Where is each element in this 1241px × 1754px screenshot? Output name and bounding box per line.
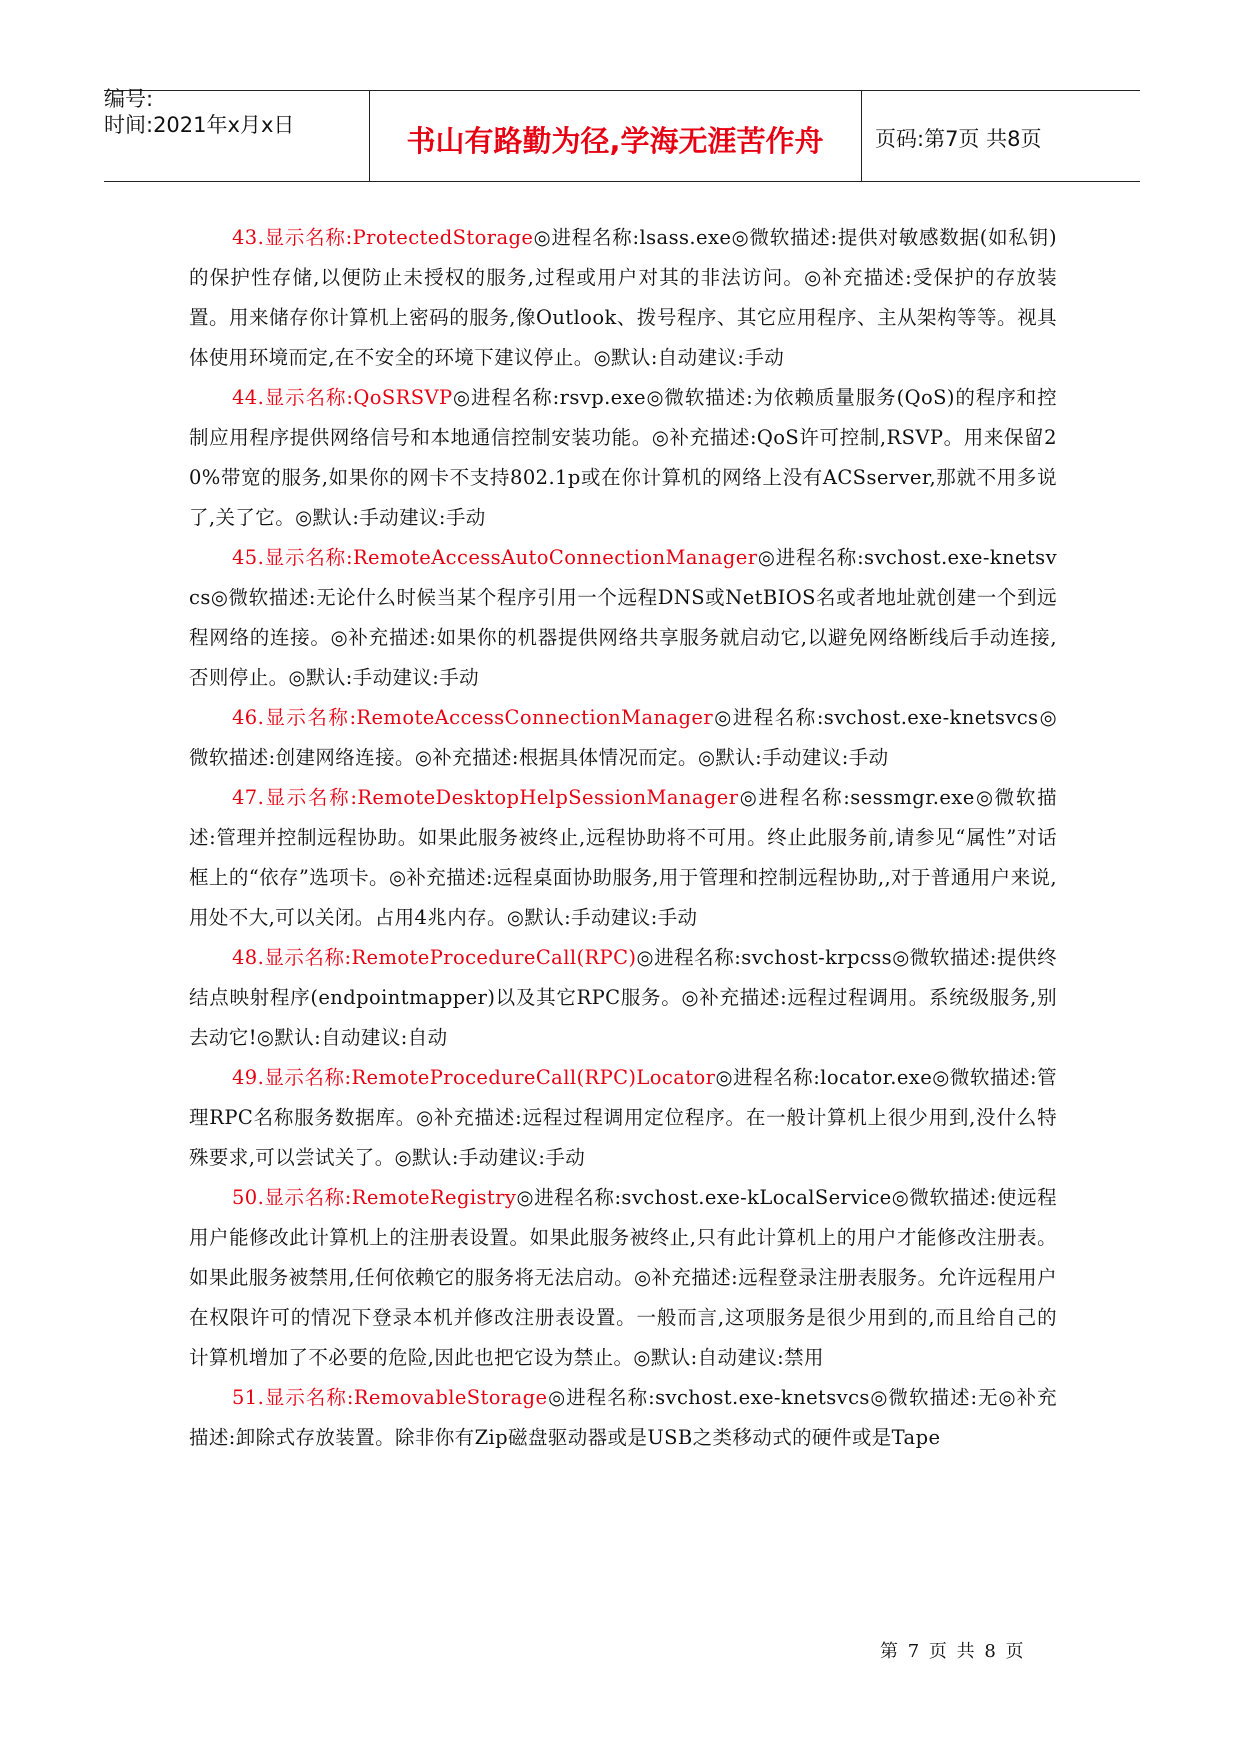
header-page-cell bbox=[861, 91, 1140, 181]
motto-text: 书山有路勤为径,学海无涯苦作舟 bbox=[406, 124, 824, 158]
page-code: 页码:第7页 共8页 bbox=[875, 127, 1042, 151]
service-entry-50 bbox=[189, 1178, 1057, 1378]
document-body bbox=[189, 218, 1057, 1458]
entry-text: ◎进程名称:rsvp.exe◎微软描述:为依赖质量服务(QoS)的程序和控制应用程序提供网络信号和本地通信控制安装功能。◎补充描述:QoS许可控制,RSVP。用来保留20%带宽的服务,如果你的网卡不支持802.1p或在你计算机的网络上没有ACSserver,那就不用多说了,关了它。◎默认:手动建议:手动 bbox=[189, 386, 1057, 529]
service-entry-44 bbox=[189, 378, 1057, 538]
service-entry-47 bbox=[189, 778, 1057, 938]
entry-heading: 43.显示名称:ProtectedStorage bbox=[232, 226, 534, 249]
entry-text: ◎进程名称:svchost-krpcss◎微软描述:提供终结点映射程序(endpointmapper)以及其它RPC服务。◎补充描述:远程过程调用。系统级服务,别去动它!◎默认:自动建议:自动 bbox=[189, 946, 1057, 1049]
time-label: 时间:2021年x月x日 bbox=[104, 113, 295, 137]
service-entry-46 bbox=[189, 698, 1057, 778]
entry-text: ◎进程名称:svchost.exe-kLocalService◎微软描述:使远程用户能修改此计算机上的注册表设置。如果此服务被终止,只有此计算机上的用户才能修改注册表。如果此服务被禁用,任何依赖它的服务将无法启动。◎补充描述:远程登录注册表服务。允许远程用户在权限许可的情况下登录本机并修改注册表设置。一般而言,这项服务是很少用到的,而且给自己的计算机增加了不必要的危险,因此也把它设为禁止。◎默认:自动建议:禁用 bbox=[189, 1186, 1057, 1369]
service-entry-51 bbox=[189, 1378, 1057, 1458]
entry-heading: 48.显示名称:RemoteProcedureCall(RPC) bbox=[232, 946, 637, 969]
page-header bbox=[104, 87, 1140, 182]
entry-heading: 51.显示名称:RemovableStorage bbox=[232, 1386, 548, 1409]
entry-text: ◎进程名称:lsass.exe◎微软描述:提供对敏感数据(如私钥)的保护性存储,以便防止未授权的服务,过程或用户对其的非法访问。◎补充描述:受保护的存放装置。用来储存你计算机上密码的服务,像Outlook、拨号程序、其它应用程序、主从架构等等。视具体使用环境而定,在不安全的环境下建议停止。◎默认:自动建议:手动 bbox=[189, 226, 1057, 369]
service-entry-45 bbox=[189, 538, 1057, 698]
entry-text: ◎进程名称:locator.exe◎微软描述:管理RPC名称服务数据库。◎补充描述:远程过程调用定位程序。在一般计算机上很少用到,没什么特殊要求,可以尝试关了。◎默认:手动建议:手动 bbox=[189, 1066, 1058, 1169]
entry-heading: 50.显示名称:RemoteRegistry bbox=[232, 1186, 517, 1209]
service-entry-48 bbox=[189, 938, 1057, 1058]
header-meta-cell bbox=[104, 87, 370, 181]
entry-heading: 45.显示名称:RemoteAccessAutoConnectionManager bbox=[232, 546, 758, 569]
service-entry-43 bbox=[189, 218, 1057, 378]
service-entry-49 bbox=[189, 1058, 1057, 1178]
entry-heading: 44.显示名称:QoSRSVP bbox=[232, 386, 453, 409]
serial-label: 编号: bbox=[104, 87, 154, 111]
page-footer: 第 7 页 共 8 页 bbox=[880, 1641, 1026, 1662]
entry-text: ◎进程名称:svchost.exe-knetsvcs◎微软描述:无论什么时候当某个程序引用一个远程DNS或NetBIOS名或者地址就创建一个到远程网络的连接。◎补充描述:如果你的机器提供网络共享服务就启动它,以避免网络断线后手动连接,否则停止。◎默认:手动建议:手动 bbox=[189, 546, 1057, 689]
header-motto-cell bbox=[369, 91, 862, 181]
entry-text: ◎进程名称:svchost.exe-knetsvcs◎微软描述:无◎补充描述:卸除式存放装置。除非你有Zip磁盘驱动器或是USB之类移动式的硬件或是Tape bbox=[189, 1386, 1057, 1449]
entry-text: ◎进程名称:svchost.exe-knetsvcs◎微软描述:创建网络连接。◎补充描述:根据具体情况而定。◎默认:手动建议:手动 bbox=[189, 706, 1058, 769]
entry-heading: 49.显示名称:RemoteProcedureCall(RPC)Locator bbox=[232, 1066, 716, 1089]
entry-heading: 46.显示名称:RemoteAccessConnectionManager bbox=[232, 706, 714, 729]
entry-text: ◎进程名称:sessmgr.exe◎微软描述:管理并控制远程协助。如果此服务被终止,远程协助将不可用。终止此服务前,请参见“属性”对话框上的“依存”选项卡。◎补充描述:远程桌面协助服务,用于管理和控制远程协助,,对于普通用户来说,用处不大,可以关闭。占用4兆内存。◎默认:手动建议:手动 bbox=[189, 786, 1057, 929]
entry-heading: 47.显示名称:RemoteDesktopHelpSessionManager bbox=[232, 786, 739, 809]
